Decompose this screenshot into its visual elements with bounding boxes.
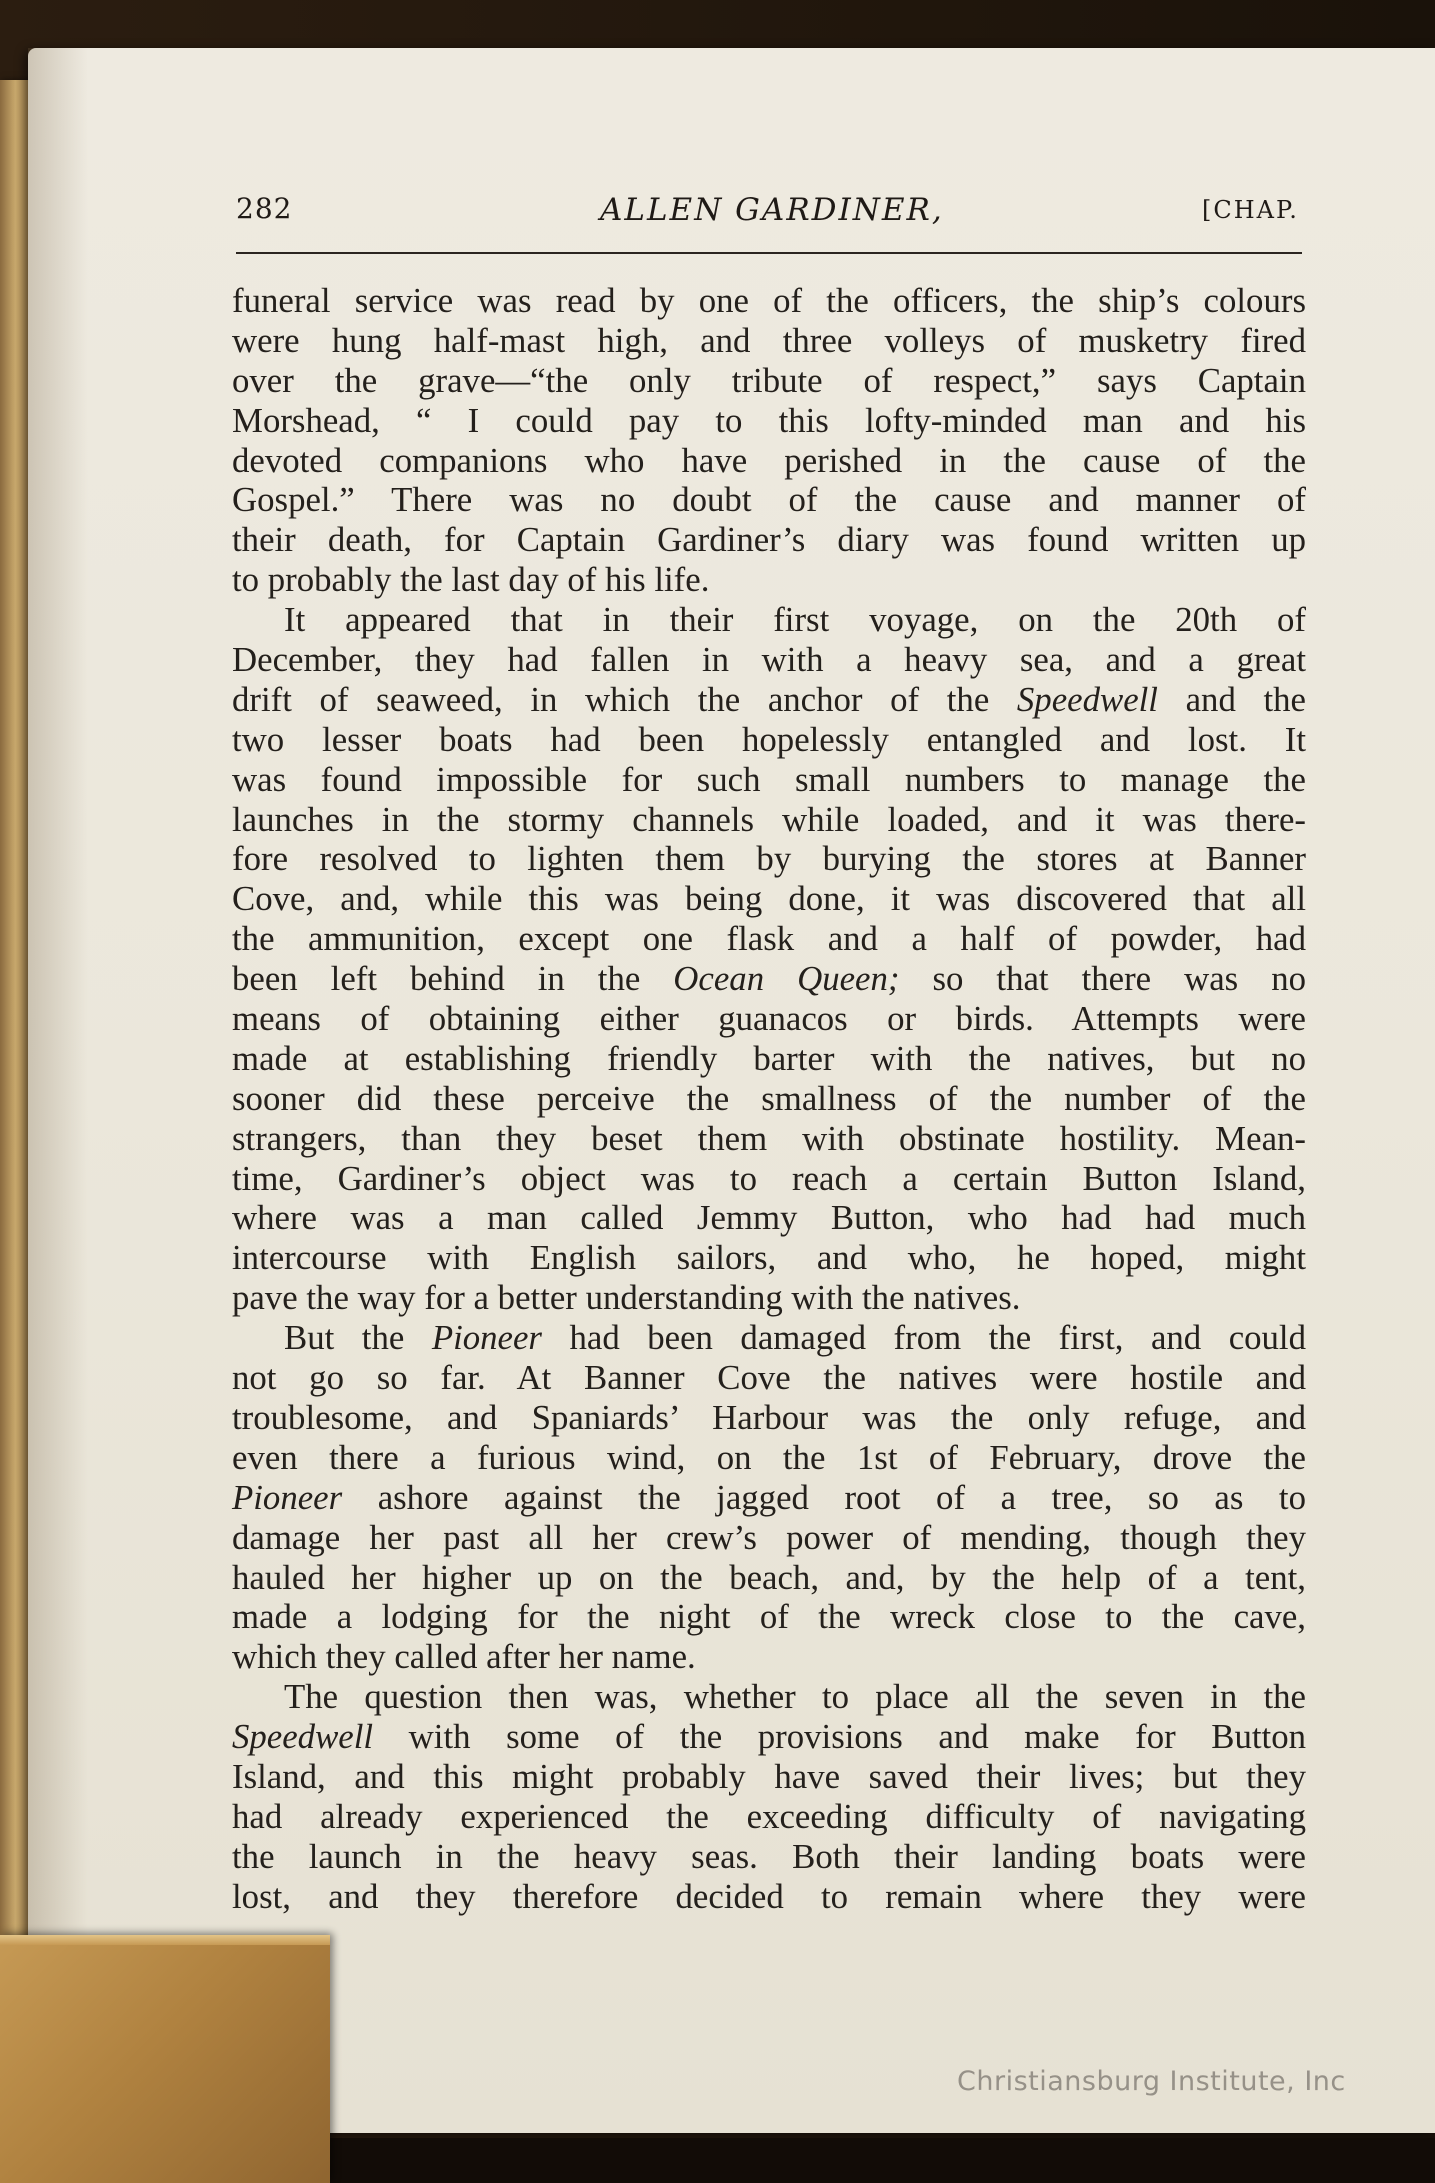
text-line: intercourse with English sailors, and who, he hoped, might bbox=[232, 1238, 1306, 1278]
text-line: were hung half-mast high, and three volleys of musketry fired bbox=[232, 320, 1306, 360]
text-line: was found impossible for such small numbers to manage the bbox=[232, 759, 1306, 799]
text-line: not go so far. At Banner Cove the natives were hostile and bbox=[232, 1358, 1306, 1398]
italic-ship-name: Speedwell bbox=[1016, 679, 1158, 719]
text-line: the ammunition, except one flask and a half of powder, had bbox=[232, 919, 1306, 959]
italic-ship-name: Pioneer bbox=[232, 1477, 343, 1517]
page-number: 282 bbox=[236, 192, 293, 225]
bookmark-card bbox=[0, 1935, 330, 2183]
text-line: lost, and they therefore decided to remain where they were bbox=[232, 1876, 1306, 1916]
text-line: to probably the last day of his life. bbox=[232, 560, 710, 600]
text-line: been left behind in the Ocean Queen; so that there was no bbox=[232, 959, 1307, 999]
text-line: Cove, and, while this was being done, it was discovered that all bbox=[232, 879, 1306, 919]
text-line: their death, for Captain Gardiner’s diary was found written up bbox=[232, 520, 1306, 560]
text-line: Morshead, “ I could pay to this lofty-minded man and his bbox=[232, 400, 1306, 440]
text-line: the launch in the heavy seas. Both their landing boats were bbox=[232, 1836, 1306, 1876]
text-line: hauled her higher up on the beach, and, by the help of a tent, bbox=[232, 1557, 1306, 1597]
text-line: troublesome, and Spaniards’ Harbour was the only refuge, and bbox=[232, 1397, 1306, 1437]
text-line: even there a furious wind, on the 1st of February, drove the bbox=[232, 1437, 1306, 1477]
text-line: Pioneer ashore against the jagged root of a tree, so as to bbox=[232, 1477, 1306, 1517]
italic-ship-name: Ocean Queen; bbox=[673, 959, 900, 999]
text-line: drift of seaweed, in which the anchor of the Speedwell and the bbox=[232, 679, 1306, 719]
text-line: It appeared that in their first voyage, on the 20th of bbox=[284, 600, 1306, 640]
chapter-label: [CHAP. bbox=[1202, 196, 1299, 224]
text-line: devoted companions who have perished in the cause of the bbox=[232, 440, 1306, 480]
text-line: Island, and this might probably have saved their lives; but they bbox=[232, 1756, 1306, 1796]
text-line: fore resolved to lighten them by burying the stores at Banner bbox=[232, 839, 1306, 879]
italic-ship-name: Pioneer bbox=[431, 1318, 542, 1358]
italic-ship-name: Speedwell bbox=[232, 1717, 374, 1757]
body-text bbox=[232, 281, 1306, 1917]
text-line: where was a man called Jemmy Button, who had had much bbox=[232, 1198, 1306, 1238]
text-line: funeral service was read by one of the officers, the ship’s colours bbox=[232, 281, 1306, 320]
running-title: ALLEN GARDINER, bbox=[600, 192, 944, 228]
text-line: strangers, than they beset them with obstinate hostility. Mean- bbox=[232, 1118, 1306, 1158]
text-line: over the grave—“the only tribute of respect,” says Captain bbox=[232, 360, 1306, 400]
text-line: had already experienced the exceeding difficulty of navigating bbox=[232, 1796, 1306, 1836]
text-line: time, Gardiner’s object was to reach a certain Button Island, bbox=[232, 1158, 1306, 1198]
bookmark-card-edge bbox=[0, 1935, 330, 1945]
text-line: pave the way for a better understanding with the natives. bbox=[232, 1278, 1021, 1318]
text-line: damage her past all her crew’s power of mending, though they bbox=[232, 1517, 1306, 1557]
text-line: launches in the stormy channels while loaded, and it was there- bbox=[232, 799, 1306, 839]
header-rule bbox=[236, 252, 1302, 254]
text-line: Speedwell with some of the provisions and make for Button bbox=[232, 1717, 1306, 1757]
watermark: Christiansburg Institute, Inc bbox=[957, 2066, 1346, 2097]
text-line: means of obtaining either guanacos or birds. Attempts were bbox=[232, 999, 1306, 1039]
text-line: sooner did these perceive the smallness of the number of the bbox=[232, 1078, 1306, 1118]
text-line: The question then was, whether to place all the seven in the bbox=[284, 1677, 1306, 1717]
text-line: made a lodging for the night of the wreck close to the cave, bbox=[232, 1597, 1306, 1637]
text-line: December, they had fallen in with a heavy sea, and a great bbox=[232, 640, 1306, 680]
text-line: made at establishing friendly barter with the natives, but no bbox=[232, 1038, 1306, 1078]
text-line: two lesser boats had been hopelessly entangled and lost. It bbox=[232, 719, 1306, 759]
text-line: But the Pioneer had been damaged from the first, and could bbox=[284, 1318, 1306, 1358]
text-line: which they called after her name. bbox=[232, 1637, 696, 1677]
text-line: Gospel.” There was no doubt of the cause and manner of bbox=[232, 480, 1306, 520]
